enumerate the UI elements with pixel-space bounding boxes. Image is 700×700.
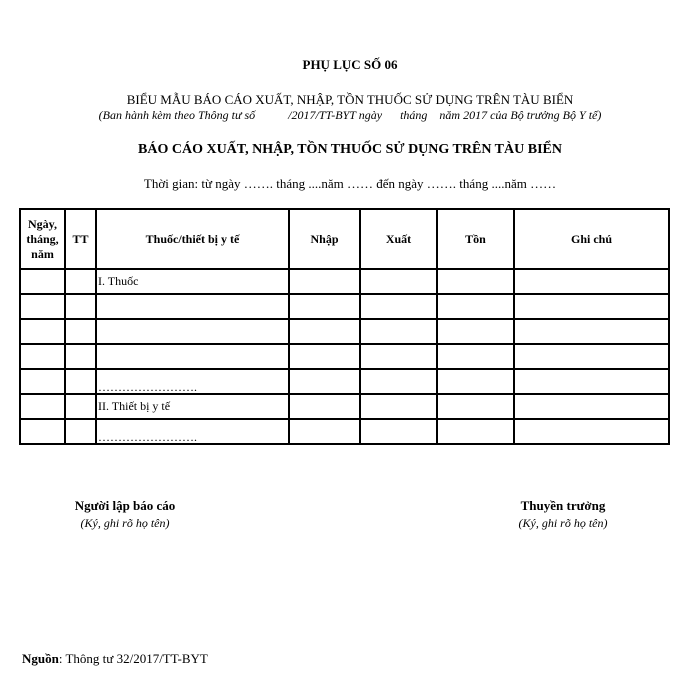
stock-cell[interactable] [437, 344, 514, 369]
table-row [20, 419, 669, 444]
item-cell[interactable] [96, 344, 289, 369]
no-cell[interactable] [65, 394, 96, 419]
date-cell[interactable] [20, 394, 65, 419]
export-cell[interactable] [360, 319, 437, 344]
date-cell[interactable] [20, 344, 65, 369]
col-header-import: Nhập [289, 209, 360, 269]
table-row [20, 369, 669, 394]
import-cell[interactable] [289, 419, 360, 444]
note-cell[interactable] [514, 344, 669, 369]
source-line [22, 651, 208, 667]
table-row [20, 344, 669, 369]
reporter-label: Người lập báo cáo [74, 498, 176, 513]
no-cell[interactable] [65, 319, 96, 344]
import-cell[interactable] [289, 269, 360, 294]
stock-cell[interactable] [437, 269, 514, 294]
stock-cell[interactable] [437, 319, 514, 344]
note-cell[interactable] [514, 319, 669, 344]
date-cell[interactable] [20, 419, 65, 444]
table-header-row [20, 209, 669, 269]
export-cell[interactable] [360, 344, 437, 369]
table-row [20, 319, 669, 344]
date-cell[interactable] [20, 319, 65, 344]
no-cell[interactable] [65, 344, 96, 369]
item-cell[interactable]: ……………………. [96, 419, 289, 444]
report-table [19, 208, 670, 445]
note-cell[interactable] [514, 369, 669, 394]
export-cell[interactable] [360, 419, 437, 444]
no-cell[interactable] [65, 369, 96, 394]
date-cell[interactable] [20, 294, 65, 319]
reporter-signature-block [50, 498, 200, 531]
reporter-sign-note: (Ký, ghi rõ họ tên) [80, 516, 170, 530]
stock-cell[interactable] [437, 419, 514, 444]
source-label: Nguồn [22, 651, 59, 666]
note-cell[interactable] [514, 269, 669, 294]
export-cell[interactable] [360, 269, 437, 294]
note-cell[interactable] [514, 294, 669, 319]
col-header-date: Ngày, tháng, năm [20, 209, 65, 269]
form-title: BIỂU MẪU BÁO CÁO XUẤT, NHẬP, TỒN THUỐC SỬ DỤNG TRÊN TÀU BIỂN [126, 92, 574, 107]
date-cell[interactable] [20, 369, 65, 394]
stock-cell[interactable] [437, 294, 514, 319]
item-cell[interactable]: I. Thuốc [96, 269, 289, 294]
import-cell[interactable] [289, 369, 360, 394]
col-header-export: Xuất [360, 209, 437, 269]
report-title: BÁO CÁO XUẤT, NHẬP, TỒN THUỐC SỬ DỤNG TRÊN TÀU BIỂN [138, 142, 562, 157]
date-cell[interactable] [20, 269, 65, 294]
appendix-title: PHỤ LỤC SỐ 06 [302, 57, 398, 72]
table-row [20, 394, 669, 419]
item-cell[interactable]: ……………………. [96, 369, 289, 394]
captain-label: Thuyền trưởng [520, 498, 606, 513]
note-cell[interactable] [514, 394, 669, 419]
stock-cell[interactable] [437, 394, 514, 419]
import-cell[interactable] [289, 319, 360, 344]
col-header-no: TT [65, 209, 96, 269]
no-cell[interactable] [65, 294, 96, 319]
item-cell[interactable] [96, 294, 289, 319]
no-cell[interactable] [65, 269, 96, 294]
table-row [20, 294, 669, 319]
export-cell[interactable] [360, 369, 437, 394]
issued-note: (Ban hành kèm theo Thông tư số /2017/TT-BYT ngày tháng năm 2017 của Bộ trưởng Bộ Y tế) [98, 108, 602, 122]
captain-signature-block [488, 498, 638, 531]
source-text: : Thông tư 32/2017/TT-BYT [58, 651, 208, 666]
report-period: Thời gian: từ ngày ……. tháng ....năm …… đến ngày ……. tháng ....năm …… [143, 176, 557, 191]
export-cell[interactable] [360, 394, 437, 419]
col-header-note: Ghi chú [514, 209, 669, 269]
import-cell[interactable] [289, 294, 360, 319]
item-cell[interactable]: II. Thiết bị y tế [96, 394, 289, 419]
export-cell[interactable] [360, 294, 437, 319]
import-cell[interactable] [289, 394, 360, 419]
col-header-stock: Tồn [437, 209, 514, 269]
table-row [20, 269, 669, 294]
no-cell[interactable] [65, 419, 96, 444]
captain-sign-note: (Ký, ghi rõ họ tên) [518, 516, 608, 530]
note-cell[interactable] [514, 419, 669, 444]
stock-cell[interactable] [437, 369, 514, 394]
col-header-item: Thuốc/thiết bị y tế [96, 209, 289, 269]
import-cell[interactable] [289, 344, 360, 369]
item-cell[interactable] [96, 319, 289, 344]
